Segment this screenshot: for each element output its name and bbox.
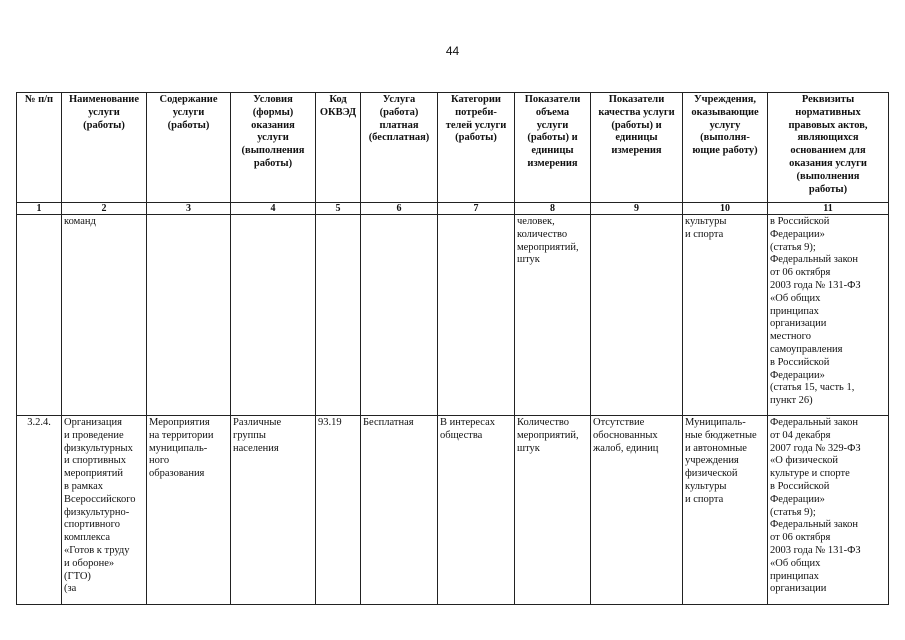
table-row: [17, 416, 889, 605]
column-number: 1: [17, 203, 62, 215]
header-cell-volume-indicators: Показатели объема услуги (работы) и единицы измерения: [515, 93, 591, 203]
institutions-cell: Муниципаль- ные бюджетные и автономные учреждения физической культуры и спорта: [683, 416, 768, 605]
conditions-cell: [231, 215, 316, 416]
service-content-cell: Мероприятия на территории муниципаль- ного образования: [147, 416, 231, 605]
header-cell-okved-code: Код ОКВЭД: [316, 93, 361, 203]
column-number: 8: [515, 203, 591, 215]
header-cell-quality-indicators: Показатели качества услуги (работы) и единицы измерения: [591, 93, 683, 203]
services-table: [16, 92, 889, 605]
column-number: 11: [768, 203, 889, 215]
column-number: 3: [147, 203, 231, 215]
service-name-cell: команд: [62, 215, 147, 416]
column-number: 6: [361, 203, 438, 215]
header-cell-legal-acts: Реквизиты нормативных правовых актов, являющихся основанием для оказания услуги (выполнения работы): [768, 93, 889, 203]
header-cell-institutions: Учреждения, оказывающие услугу (выполня- ющие работу): [683, 93, 768, 203]
okved-code-cell: 93.19: [316, 416, 361, 605]
volume-indicators-cell: Количество мероприятий, штук: [515, 416, 591, 605]
conditions-cell: Различные группы населения: [231, 416, 316, 605]
header-cell-paid-free: Услуга (работа) платная (бесплатная): [361, 93, 438, 203]
row-number-cell: 3.2.4.: [17, 416, 62, 605]
header-cell-number: № п/п: [17, 93, 62, 203]
column-number: 10: [683, 203, 768, 215]
header-cell-conditions: Условия (формы) оказания услуги (выполнения работы): [231, 93, 316, 203]
table-row: [17, 215, 889, 416]
okved-code-cell: [316, 215, 361, 416]
legal-acts-cell: Федеральный закон от 04 декабря 2007 года № 329-ФЗ «О физической культуре и спорте в Российской Федерации» (статья 9); Федеральный закон от 06 октября 2003 года № 131-ФЗ «Об общих принципах организации: [768, 416, 889, 605]
consumer-categories-cell: [438, 215, 515, 416]
consumer-categories-cell: В интересах общества: [438, 416, 515, 605]
column-number: 2: [62, 203, 147, 215]
row-number-cell: [17, 215, 62, 416]
column-number: 4: [231, 203, 316, 215]
volume-indicators-cell: человек, количество мероприятий, штук: [515, 215, 591, 416]
paid-free-cell: [361, 215, 438, 416]
service-content-cell: [147, 215, 231, 416]
legal-acts-cell: в Российской Федерации» (статья 9); Федеральный закон от 06 октября 2003 года № 131-ФЗ «Об общих принципах организации местного самоуправления в Российской Федерации» (статья 15, часть 1, пункт 26): [768, 215, 889, 416]
column-number: 5: [316, 203, 361, 215]
paid-free-cell: Бесплатная: [361, 416, 438, 605]
service-name-cell: Организация и проведение физкультурных и спортивных мероприятий в рамках Всероссийского физкультурно- спортивного комплекса «Готов к труду и обороне» (ГТО) (за: [62, 416, 147, 605]
header-cell-service-name: Наименование услуги (работы): [62, 93, 147, 203]
page-number: 44: [445, 44, 460, 58]
institutions-cell: культуры и спорта: [683, 215, 768, 416]
header-cell-service-content: Содержание услуги (работы): [147, 93, 231, 203]
quality-indicators-cell: [591, 215, 683, 416]
table-header-row: [17, 93, 889, 203]
quality-indicators-cell: Отсутствие обоснованных жалоб, единиц: [591, 416, 683, 605]
column-number-row: [17, 203, 889, 215]
header-cell-consumer-categories: Категории потреби- телей услуги (работы): [438, 93, 515, 203]
column-number: 9: [591, 203, 683, 215]
column-number: 7: [438, 203, 515, 215]
